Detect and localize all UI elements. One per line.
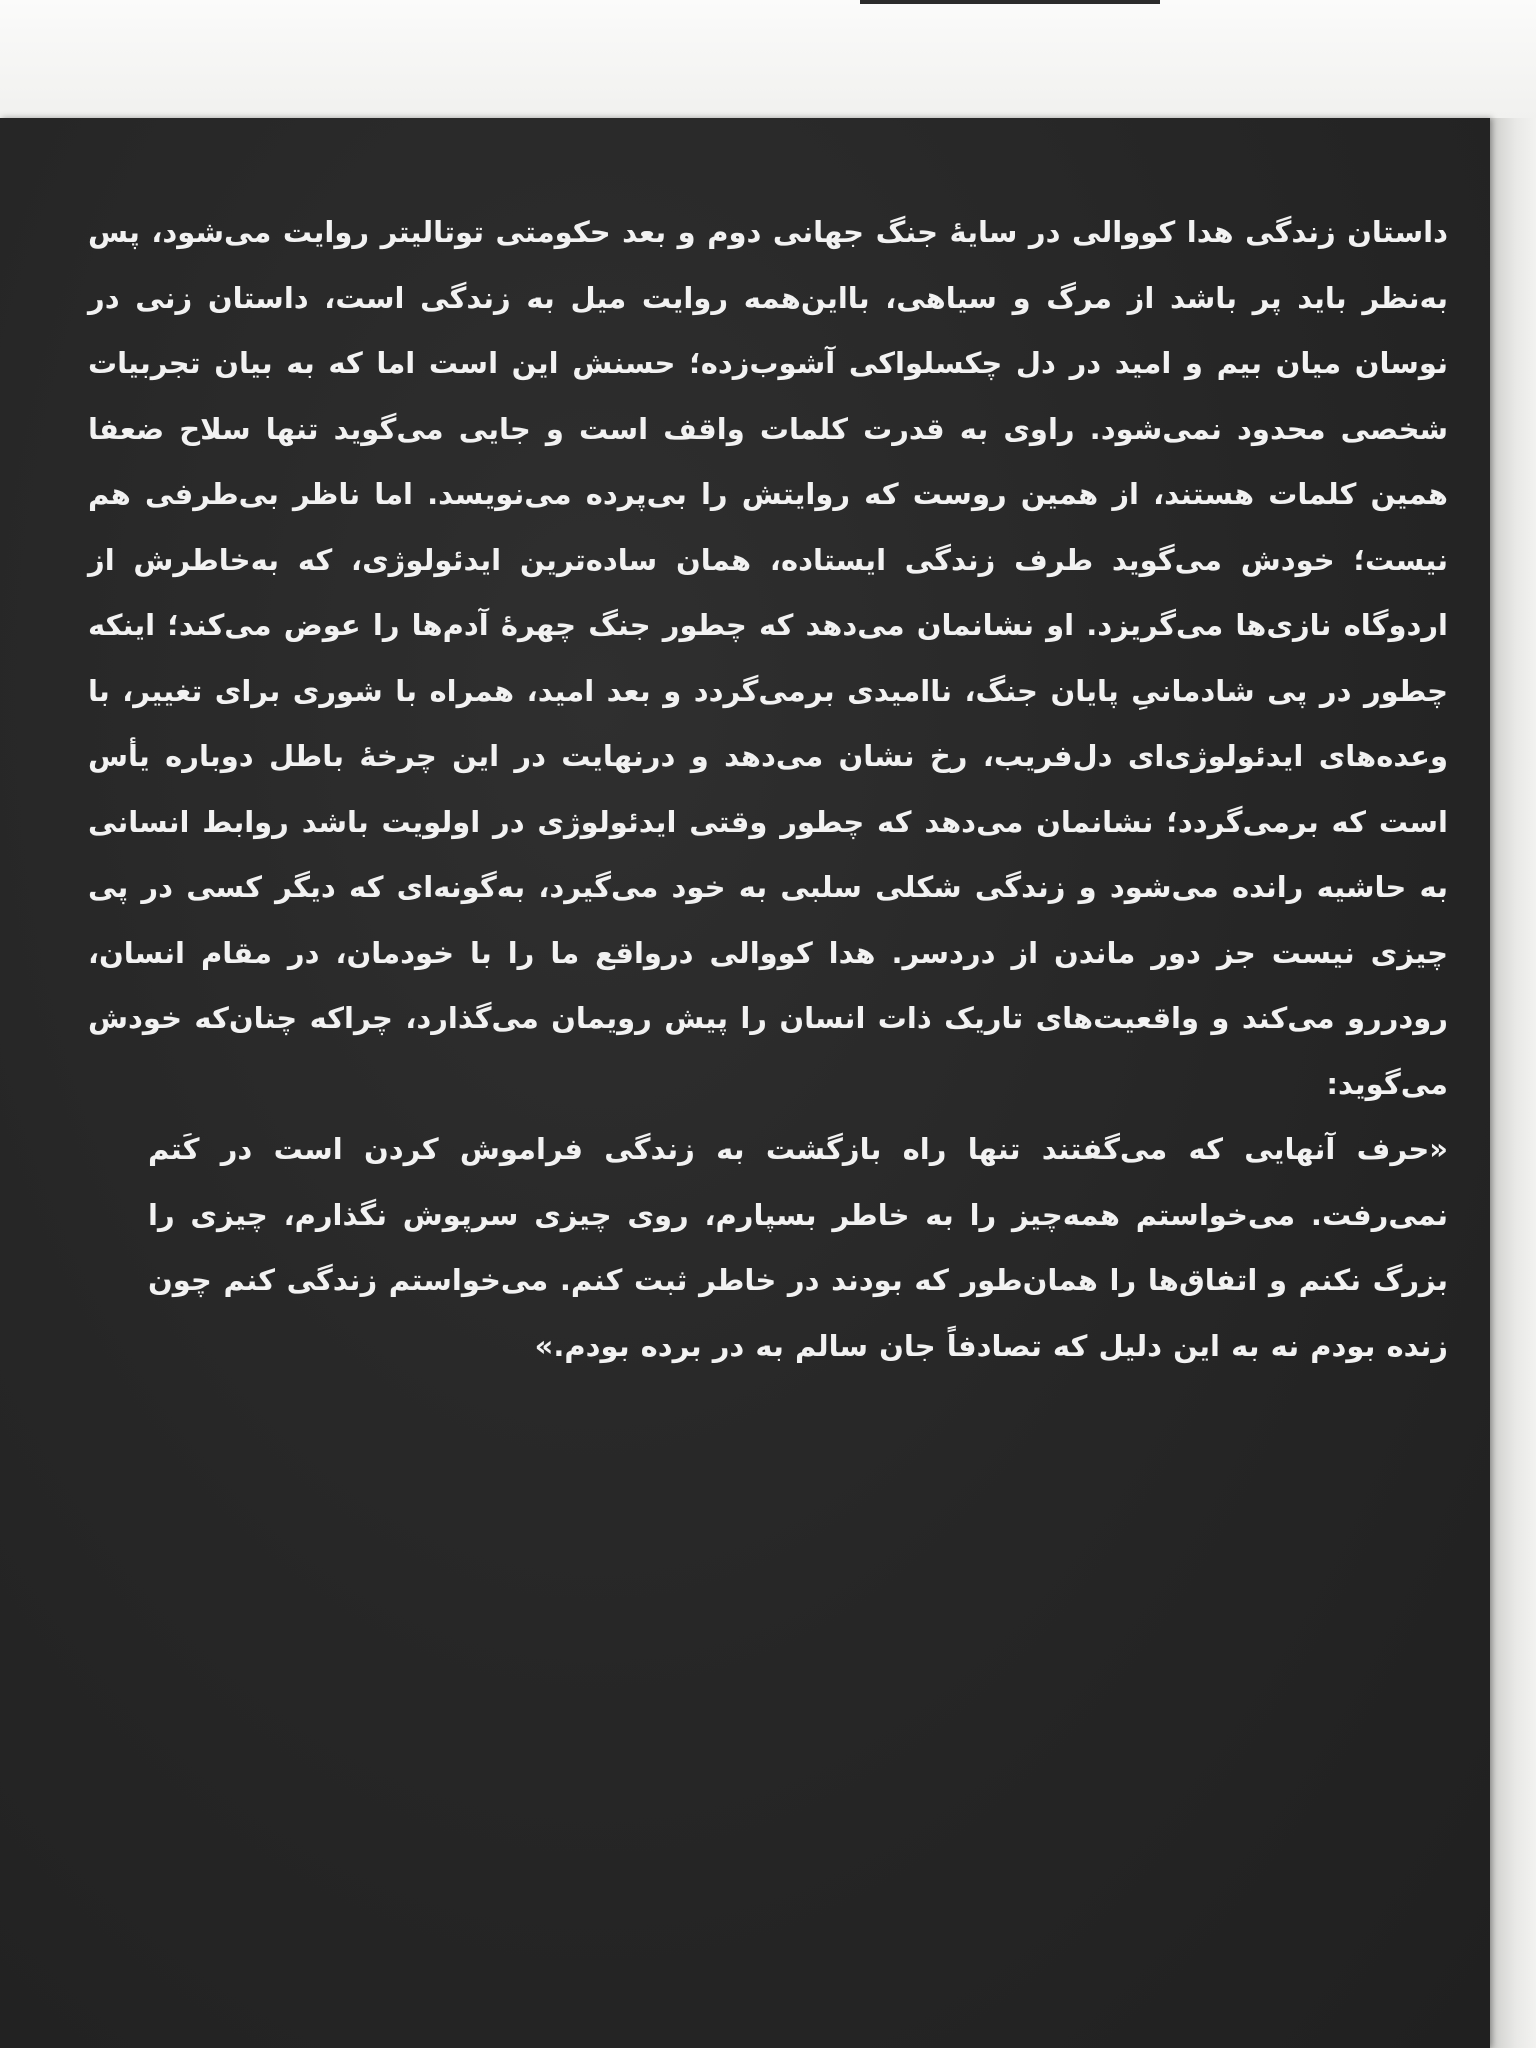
blurb-text [88,200,1448,1379]
blurb-quote: «حرف آنهایی که می‌گفتند تنها راه بازگشت به زندگی فراموش کردن است در کَتم نمی‌رفت. می‌خواستم همه‌چیز را به خاطر بسپارم، روی چیزی سرپوش نگذارم، چیزی را بزرگ نکنم و اتفاق‌ها را همان‌طور که بودند در خاطر ثبت کنم. می‌خواستم زندگی کنم چون زنده بودم نه به این دلیل که تصادفاً جان سالم به در برده بودم.» [148,1132,1448,1363]
page-edge [1486,118,1536,2048]
background-edge [860,0,1160,4]
background-surface [0,0,1536,118]
blurb-paragraph: داستان زندگی هدا کووالی در سایهٔ جنگ جهانی دوم و بعد حکومتی توتالیتر روایت می‌شود، پس به‌نظر باید پر باشد از مرگ و سیاهی، بااین‌همه روایت میل به زندگی است، داستان زنی در نوسان میان بیم و امید در دل چکسلواکی آشوب‌زده؛ حسنش این است اما که به بیان تجربیات شخصی محدود نمی‌شود. راوی به قدرت کلمات واقف است و جایی می‌گوید تنها سلاح ضعفا همین کلمات هستند، از همین روست که روایتش را بی‌پرده می‌نویسد. اما ناظر بی‌طرفی هم نیست؛ خودش می‌گوید طرف زندگی ایستاده، همان ساده‌ترین ایدئولوژی، که به‌خاطرش از اردوگاه نازی‌ها می‌گریزد. او نشانمان می‌دهد که چطور جنگ چهرهٔ آدم‌ها را عوض می‌کند؛ اینکه چطور در پی شادمانیِ پایان جنگ، ناامیدی برمی‌گردد و بعد امید، همراه با شوری برای تغییر، با وعده‌های ایدئولوژی‌ای دل‌فریب، رخ نشان می‌دهد و درنهایت در این چرخهٔ باطل دوباره یأس است که برمی‌گردد؛ نشانمان می‌دهد که چطور وقتی ایدئولوژی در اولویت باشد روابط انسانی به حاشیه رانده می‌شود و زندگی شکلی سلبی به خود می‌گیرد، به‌گونه‌ای که دیگر کسی در پی چیزی نیست جز دور ماندن از دردسر. هدا کووالی درواقع ما را با خودمان، در مقام انسان، رودررو می‌کند و واقعیت‌های تاریک ذات انسان را پیش رویمان می‌گذارد، چراکه چنان‌که خودش می‌گوید: [88,215,1448,1101]
